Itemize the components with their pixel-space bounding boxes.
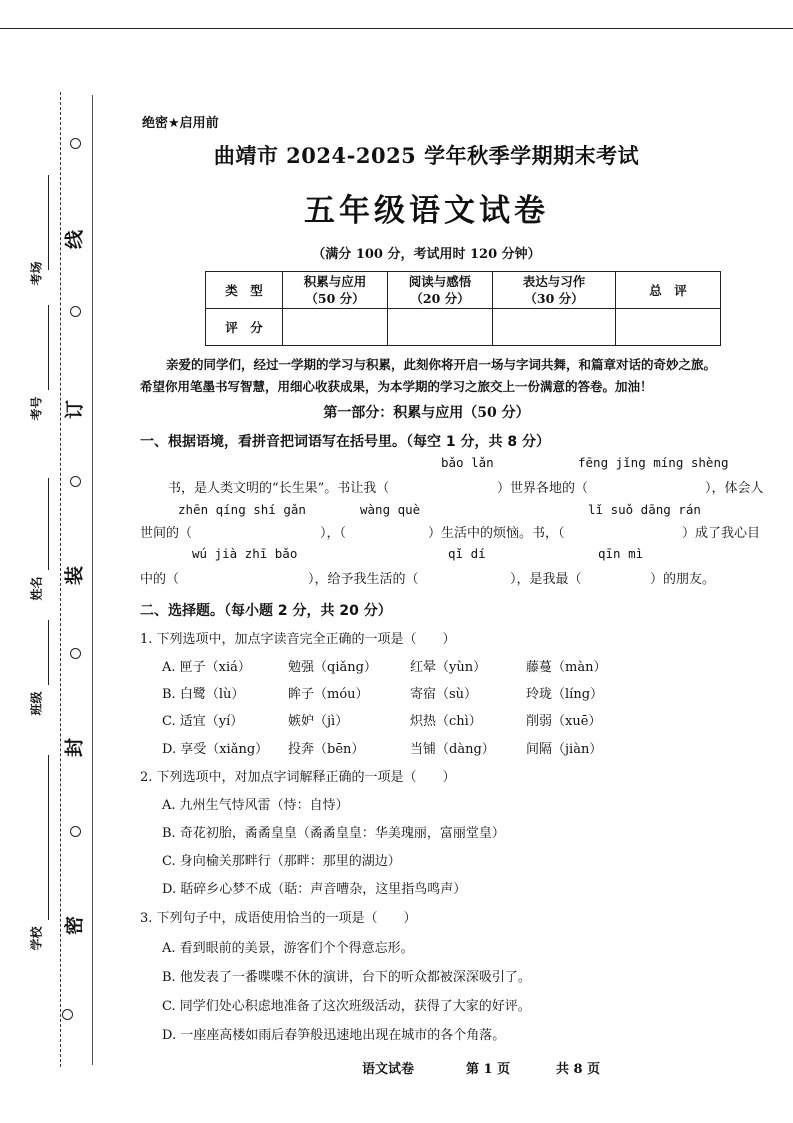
paper-title: 五年级语文试卷 xyxy=(304,193,549,229)
option[interactable]: A. 匣子（xiá） xyxy=(162,660,251,675)
q1-text: ）成了我心目 xyxy=(682,526,761,541)
option[interactable]: A. 看到眼前的美景，游客们个个得意忘形。 xyxy=(162,941,414,956)
label-school: 学校 xyxy=(29,926,44,951)
option-word: 当铺（dàng） xyxy=(410,742,495,757)
score-table-score-row xyxy=(206,309,721,346)
q1-text: 中的（ xyxy=(140,572,180,587)
footer-page: 第 1 页 xyxy=(466,1062,511,1077)
pinyin: lǐ suǒ dāng rán xyxy=(588,502,701,517)
intro-line-1: 亲爱的同学们，经过一学期的学习与积累，此刻你将开启一场与字词共舞，和篇章对话的奇妙之旅。 xyxy=(166,357,717,372)
intro-line-2: 希望你用笔墨书写智慧，用细心收获成果，为本学期的学习之旅交上一份满意的答卷。加油！ xyxy=(140,379,653,394)
footer-total: 共 8 页 xyxy=(556,1062,601,1077)
q2-3-stem: 3. 下列句子中，成语使用恰当的一项是（ ） xyxy=(140,911,417,926)
label-class: 班级 xyxy=(29,691,44,716)
q1-title: 一、根据语境，看拼音把词语写在括号里。（每空 1 分，共 8 分） xyxy=(140,434,550,450)
option-word: 藤蔓（màn） xyxy=(526,660,607,675)
q1-text: 书，是人类文明的“长生果”。书让我（ xyxy=(168,481,390,496)
pinyin: bǎo lǎn xyxy=(441,455,494,470)
option-word: 削弱（xuē） xyxy=(526,714,602,729)
cell-total: 总 评 xyxy=(616,272,721,309)
pinyin: qīn mì xyxy=(598,546,644,561)
cell-score-label: 评 分 xyxy=(206,309,283,346)
q2-title: 二、选择题。（每小题 2 分，共 20 分） xyxy=(140,603,392,619)
q2-1-stem: 1. 下列选项中，加点字读音完全正确的一项是（ ） xyxy=(140,632,456,647)
pinyin: fēng jǐng míng shèng xyxy=(578,455,729,470)
option-word: 红晕（yùn） xyxy=(410,660,487,675)
score-input-2[interactable] xyxy=(388,309,493,346)
q1-text: ）的朋友。 xyxy=(650,572,716,587)
option[interactable]: D. 聒碎乡心梦不成（聒：声音嘈杂，这里指鸟鸣声） xyxy=(162,882,467,897)
class-field[interactable] xyxy=(48,620,49,685)
q1-text: ），（ xyxy=(320,526,347,541)
q1-text: ），给予我生活的（ xyxy=(308,572,419,587)
option[interactable]: B. 白鹭（lù） xyxy=(162,687,245,702)
score-input-1[interactable] xyxy=(283,309,388,346)
school-field[interactable] xyxy=(48,755,49,920)
pinyin: wàng què xyxy=(360,502,421,517)
footer-subject: 语文试卷 xyxy=(362,1062,415,1077)
option[interactable]: C. 同学们处心积虑地准备了这次班级活动，获得了大家的好评。 xyxy=(162,999,531,1014)
option[interactable]: C. 身向榆关那畔行（那畔：那里的湖边） xyxy=(162,854,401,869)
q1-text: 世间的（ xyxy=(140,526,193,541)
q1-text: ）世界各地的（ xyxy=(497,481,589,496)
label-exam-room: 考场 xyxy=(29,261,44,286)
score-input-3[interactable] xyxy=(493,309,616,346)
binding-char-mi: 密 xyxy=(63,916,86,936)
option-word: 嫉妒（jì） xyxy=(288,714,349,729)
binding-hole xyxy=(70,306,81,317)
cell-section-2: 阅读与感悟 （20 分） xyxy=(388,272,493,309)
binding-solid-line xyxy=(92,95,93,1065)
option-word: 投奔（bēn） xyxy=(288,742,365,757)
binding-hole xyxy=(70,826,81,837)
binding-hole xyxy=(70,476,81,487)
q2-2-stem: 2. 下列选项中，对加点字词解释正确的一项是（ ） xyxy=(140,770,456,785)
option-word: 勉强（qiǎng） xyxy=(288,660,377,675)
option-word: 寄宿（sù） xyxy=(410,687,478,702)
label-name: 姓名 xyxy=(29,576,44,601)
binding-char-zhuang: 装 xyxy=(63,566,86,586)
pinyin: qǐ dí xyxy=(448,546,486,561)
q1-text: ）生活中的烦恼。书，（ xyxy=(428,526,565,541)
option-word: 眸子（móu） xyxy=(288,687,369,702)
option[interactable]: B. 他发表了一番喋喋不休的演讲，台下的听众都被深深吸引了。 xyxy=(162,970,531,985)
option[interactable]: D. 一座座高楼如雨后春笋般迅速地出现在城市的各个角落。 xyxy=(162,1028,506,1043)
binding-char-feng: 封 xyxy=(63,738,86,758)
option-word: 间隔（jiàn） xyxy=(526,742,603,757)
option[interactable]: A. 九州生气恃风雷（恃：自恃） xyxy=(162,798,349,813)
part-one-heading: 第一部分：积累与应用（50 分） xyxy=(323,405,530,421)
name-field[interactable] xyxy=(48,478,49,570)
cell-section-1: 积累与应用 （50 分） xyxy=(283,272,388,309)
exam-number-field[interactable] xyxy=(48,305,49,390)
cell-section-3: 表达与习作 （30 分） xyxy=(493,272,616,309)
pinyin: wú jià zhī bǎo xyxy=(192,546,298,561)
option-word: 炽热（chì） xyxy=(410,714,482,729)
confidential-mark: 绝密★启用前 xyxy=(142,116,219,131)
score-table xyxy=(205,271,721,346)
option[interactable]: D. 享受（xiǎng） xyxy=(162,742,269,757)
q1-text: ），是我最（ xyxy=(510,572,582,587)
top-border xyxy=(0,28,793,29)
binding-char-xian: 线 xyxy=(63,230,86,250)
option-word: 玲珑（líng） xyxy=(526,687,604,702)
binding-hole xyxy=(62,1009,73,1020)
exam-title: 曲靖市 2024-2025 学年秋季学期期末考试 xyxy=(213,143,640,168)
pinyin: zhēn qíng shí gǎn xyxy=(178,502,306,517)
score-input-total[interactable] xyxy=(616,309,721,346)
cell-type: 类 型 xyxy=(206,272,283,309)
binding-hole xyxy=(70,648,81,659)
binding-char-ding: 订 xyxy=(63,400,86,420)
score-table-header-row xyxy=(206,272,721,309)
q1-text: ），体会人 xyxy=(705,481,764,496)
option[interactable]: C. 适宜（yí） xyxy=(162,714,244,729)
option[interactable]: B. 奇花初胎，矞矞皇皇（矞矞皇皇：华美瑰丽，富丽堂皇） xyxy=(162,826,505,841)
score-time-note: （满分 100 分，考试用时 120 分钟） xyxy=(312,247,541,262)
label-exam-number: 考号 xyxy=(29,396,44,421)
